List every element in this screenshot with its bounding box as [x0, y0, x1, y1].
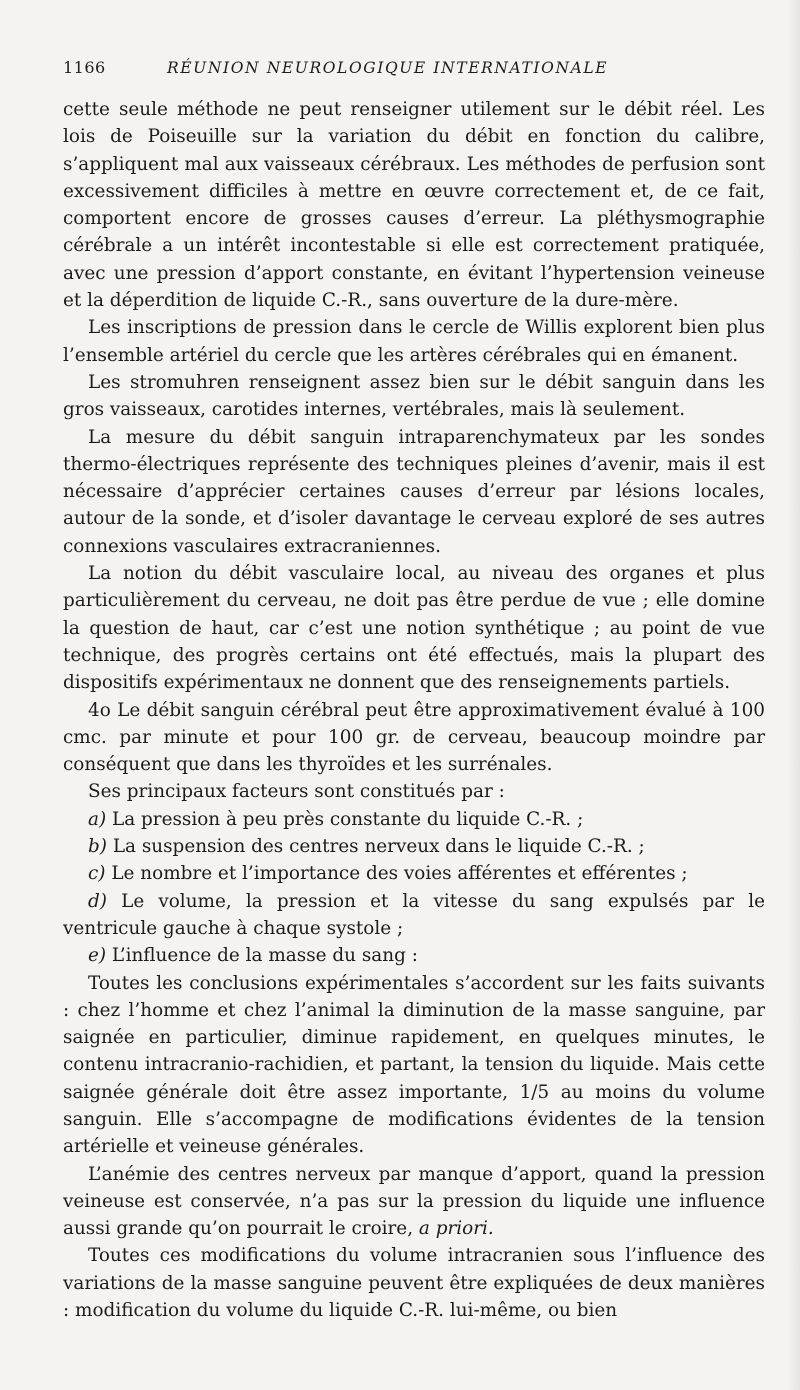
paragraph: La mesure du débit sanguin intraparenchymateux par les sondes thermo-électriques représente des techniques pleines d’avenir, mais il est nécessaire d’apprécier certaines causes d’erreur par lésions locales, autour de la sonde, et d’isoler davantage le cerveau exploré de ses autres connexions vasculaires extracraniennes. [63, 426, 765, 557]
list-marker: a) [88, 808, 107, 830]
list-item-text: La suspension des centres nerveux dans le liquide C.-R. ; [112, 836, 645, 858]
paragraph: cette seule méthode ne peut renseigner utilement sur le débit réel. Les lois de Poiseuille sur la variation du débit en fonction du calibre, s’appliquent mal aux vaisseaux cérébraux. Les méthodes de perfusion sont excessivement difficiles à mettre en œuvre correctement et, de ce fait, comportent encore de grosses causes d’erreur. La pléthysmographie cérébrale a un intérêt incontestable si elle est correctement pratiquée, avec une pression d’apport constante, en évitant l’hypertension veineuse et la déperdition de liquide C.-R., sans ouverture de la dure-mère. [63, 99, 765, 312]
paragraph: La notion du débit vasculaire local, au niveau des organes et plus particulièrement du cerveau, ne doit pas être perdue de vue ; elle domine la question de haut, car c’est une notion synthétique ; au point de vue technique, des progrès certains ont été effectués, mais la plupart des dispositifs expérimentaux ne donnent que des renseignements partiels. [63, 563, 765, 694]
body-text [63, 96, 765, 1324]
list-marker: e) [88, 945, 107, 967]
paragraph [63, 1161, 765, 1243]
paragraph-text: L’anémie des centres nerveux par manque d’apport, quand la pression veineuse est conservée, n’a pas sur la pression du liquide une influence aussi grande qu’on pourrait le croire, [63, 1163, 765, 1240]
italic-phrase: a priori. [418, 1218, 494, 1240]
running-header [63, 58, 765, 88]
list-item-text: Le volume, la pression et la vitesse du sang expulsés par le ventricule gauche à chaque systole ; [63, 890, 765, 939]
list-marker: d) [88, 890, 107, 912]
paragraph: Toutes ces modifications du volume intracranien sous l’influence des variations de la masse sanguine peuvent être expliquées de deux manières : modification du volume du liquide C.-R. lui-même, ou bien [63, 1245, 765, 1322]
page-edge-shadow [786, 0, 800, 1390]
list-item [63, 860, 765, 887]
list-marker: c) [88, 863, 106, 885]
list-item-text: L’influence de la masse du sang : [111, 945, 418, 967]
list-item-text: Le nombre et l’importance des voies afférentes et efférentes ; [111, 863, 688, 885]
paragraph: Les inscriptions de pression dans le cercle de Willis explorent bien plus l’ensemble artériel du cercle que les artères cérébrales qui en émanent. [63, 317, 765, 366]
paragraph: Les stromuhren renseignent assez bien sur le débit sanguin dans les gros vaisseaux, carotides internes, vertébrales, mais là seulement. [63, 371, 765, 421]
page-number: 1166 [63, 58, 106, 77]
list-item [63, 806, 765, 833]
list-item [63, 942, 765, 969]
book-page [63, 58, 765, 1324]
list-item [63, 833, 765, 860]
running-title: RÉUNION NEUROLOGIQUE INTERNATIONALE [167, 59, 609, 77]
paragraph: Toutes les conclusions expérimentales s’accordent sur les faits suivants : chez l’homme et chez l’animal la diminution de la masse sanguine, par saignée en particulier, diminue rapidement, en quelques minutes, le contenu intracranio-rachidien, et partant, la tension du liquide. Mais cette saignée générale doit être assez importante, 1/5 au moins du volume sanguin. Elle s’accompagne de modifications évidentes de la tension artérielle et veineuse générales. [63, 972, 765, 1158]
list-marker: b) [88, 836, 107, 858]
paragraph: 4o Le débit sanguin cérébral peut être approximativement évalué à 100 cmc. par minute et pour 100 gr. de cerveau, beaucoup moindre par conséquent que dans les thyroïdes et les surrénales. [63, 699, 765, 776]
list-item [63, 888, 765, 943]
paragraph: Ses principaux facteurs sont constitués par : [88, 781, 505, 803]
list-item-text: La pression à peu près constante du liquide C.-R. ; [112, 808, 584, 830]
